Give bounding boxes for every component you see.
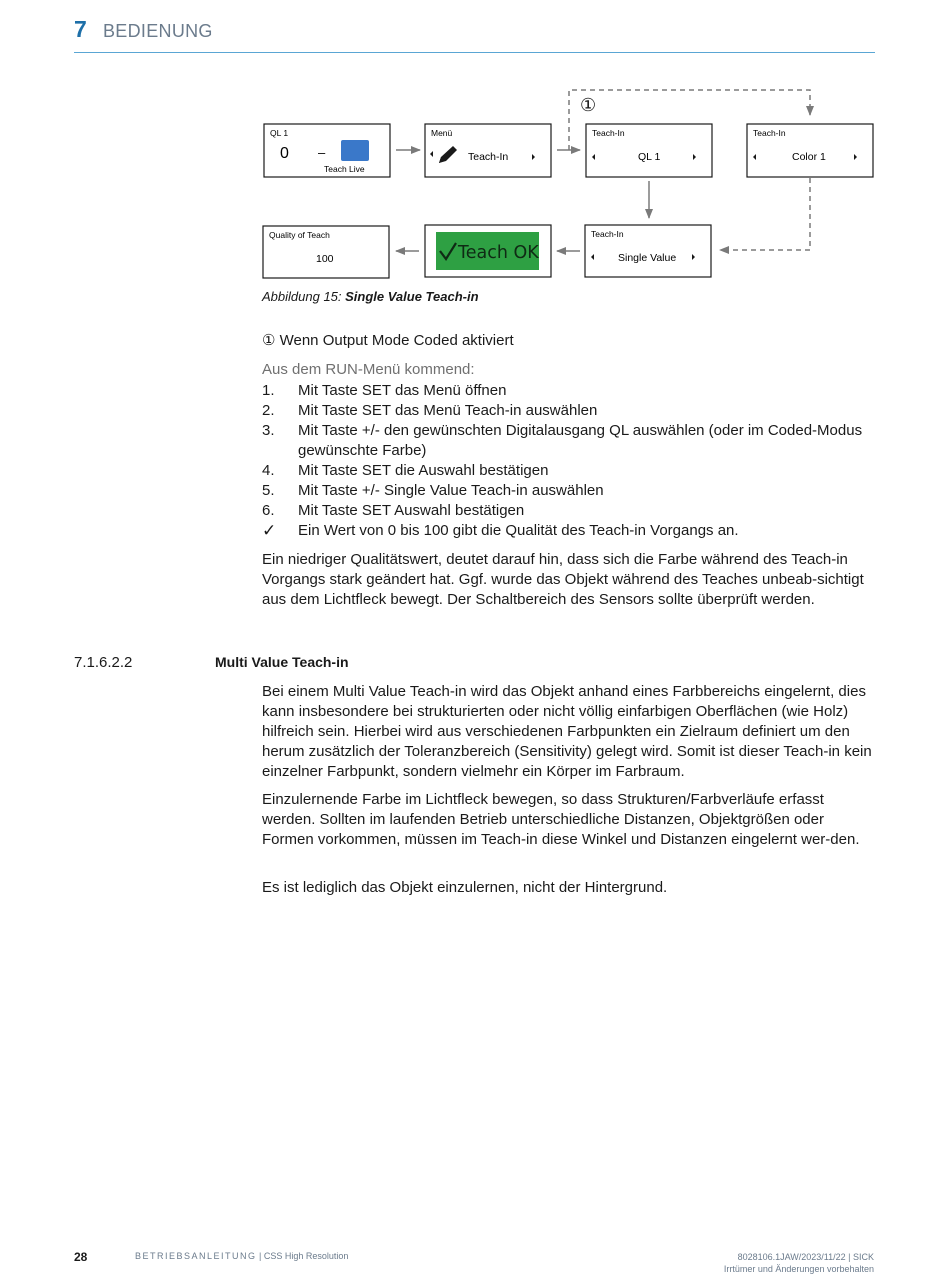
paragraph: Einzulernende Farbe im Lichtfleck bewegen, so dass Strukturen/Farbverläufe erfasst werden. Sollten im laufenden Betrieb unterschiedliche Distanzen, Objektgrößen oder Formen vorkommen, müssen im Teach-in diese Winkel und Distanzen eingelernt wer-den. — [262, 791, 860, 848]
list-item — [262, 381, 872, 401]
section-number: 7.1.6.2.2 — [74, 654, 133, 671]
figure-caption — [262, 289, 479, 304]
footer-right — [724, 1251, 874, 1275]
checkmark-icon: ✓ — [262, 521, 277, 540]
box-teach-ok — [425, 225, 551, 277]
footer-separator: | — [256, 1251, 264, 1261]
list-item — [262, 461, 872, 481]
teach-in-flow-diagram — [0, 0, 950, 290]
footer-product: CSS High Resolution — [263, 1251, 349, 1261]
caption-title: Single Value Teach-in — [345, 289, 479, 304]
caption-prefix: Abbildung 15: — [262, 289, 346, 304]
step-text: Mit Taste SET die Auswahl bestätigen — [298, 462, 549, 479]
box-quality-title: Quality of Teach — [269, 230, 330, 240]
footer-document — [135, 1251, 348, 1261]
box-ql1-dash: – — [318, 145, 326, 160]
footer-doc-type: BETRIEBSANLEITUNG — [135, 1251, 257, 1261]
marker-circled-one: ① — [580, 95, 597, 116]
list-item — [262, 401, 872, 421]
color-swatch — [341, 140, 369, 161]
note-coded-mode: ① Wenn Output Mode Coded aktiviert — [262, 332, 514, 349]
box-teachin-color — [747, 124, 873, 177]
box-quality — [263, 226, 389, 278]
step-text: Mit Taste +/- Single Value Teach-in auswählen — [298, 482, 604, 499]
box-teachin-single — [585, 225, 711, 277]
box-ql1 — [264, 124, 390, 177]
box-teachin-single-label: Single Value — [618, 252, 677, 264]
step-number: 5. — [262, 482, 275, 499]
step-text: Mit Taste SET das Menü Teach-in auswählen — [298, 402, 598, 419]
step-text: Mit Taste +/- den gewünschten Digitalausgang QL auswählen (oder im Coded-Modus gewünschte Farbe) — [298, 422, 863, 459]
steps-intro: Aus dem RUN-Menü kommend: — [262, 361, 475, 378]
box-ql1-value: 0 — [280, 145, 289, 162]
footer-disclaimer: Irrtümer und Änderungen vorbehalten — [723, 1264, 874, 1274]
step-number: 4. — [262, 462, 275, 479]
page-number: 28 — [74, 1250, 88, 1264]
list-item — [262, 501, 872, 521]
box-ql1-title: QL 1 — [270, 128, 289, 138]
box-teachin-ql1-label: QL 1 — [638, 151, 661, 163]
box-quality-value: 100 — [316, 253, 334, 265]
box-teachin-ql1 — [586, 124, 712, 177]
teach-ok-label: Teach OK — [458, 243, 539, 263]
dashed-connector-right — [720, 178, 810, 250]
footer-doc-id: 8028106.1JAW/2023/11/22 | SICK — [737, 1252, 874, 1262]
step-number: 6. — [262, 502, 275, 519]
box-teachin-single-title: Teach-In — [591, 229, 624, 239]
box-menu-title: Menü — [431, 128, 453, 138]
step-number: 3. — [262, 422, 275, 439]
box-teachin-color-label: Color 1 — [792, 151, 826, 163]
section-title: Multi Value Teach-in — [215, 654, 349, 670]
paragraph: Bei einem Multi Value Teach-in wird das Objekt anhand eines Farbbereichs eingelernt, dies kann insbesondere bei strukturierten oder nicht völlig einfarbigen Oberflächen (wie Holz) hilfreich sein. Hierbei wird aus verschiedenen Farbpunkten ein Zielraum definiert um den herum zusätzlich der Toleranzbereich (Sensitivity) gelegt wird. Somit ist dieser Teach-in kein einzelner Farbpunkt, sondern vielmehr ein Körper im Farbraum. — [262, 683, 872, 780]
step-text: Ein Wert von 0 bis 100 gibt die Qualität des Teach-in Vorgangs an. — [298, 522, 739, 539]
step-text: Mit Taste SET Auswahl bestätigen — [298, 502, 525, 519]
step-number: 1. — [262, 382, 275, 399]
box-teachin-ql1-title: Teach-In — [592, 128, 625, 138]
step-number: 2. — [262, 402, 275, 419]
list-item — [262, 481, 872, 501]
box-ql1-sub: Teach Live — [324, 164, 365, 174]
paragraph: Es ist lediglich das Objekt einzulernen, nicht der Hintergrund. — [262, 879, 668, 896]
list-item — [262, 521, 872, 541]
paragraph-quality: Ein niedriger Qualitätswert, deutet darauf hin, dass sich die Farbe während des Teach-in Vorgangs stark geändert hat. Ggf. wurde das Objekt während des Teaches unbeab-sichtigt aus dem Lichtfleck bewegt. Der Schaltbereich des Sensors sollte überprüft werden. — [262, 551, 864, 608]
list-item — [262, 421, 872, 461]
box-menu — [425, 124, 551, 177]
chapter-title: BEDIENUNG — [103, 21, 213, 41]
steps-list — [262, 381, 872, 541]
step-text: Mit Taste SET das Menü öffnen — [298, 382, 507, 399]
box-menu-label: Teach-In — [468, 151, 509, 163]
chapter-number: 7 — [74, 16, 87, 42]
box-teachin-color-title: Teach-In — [753, 128, 786, 138]
